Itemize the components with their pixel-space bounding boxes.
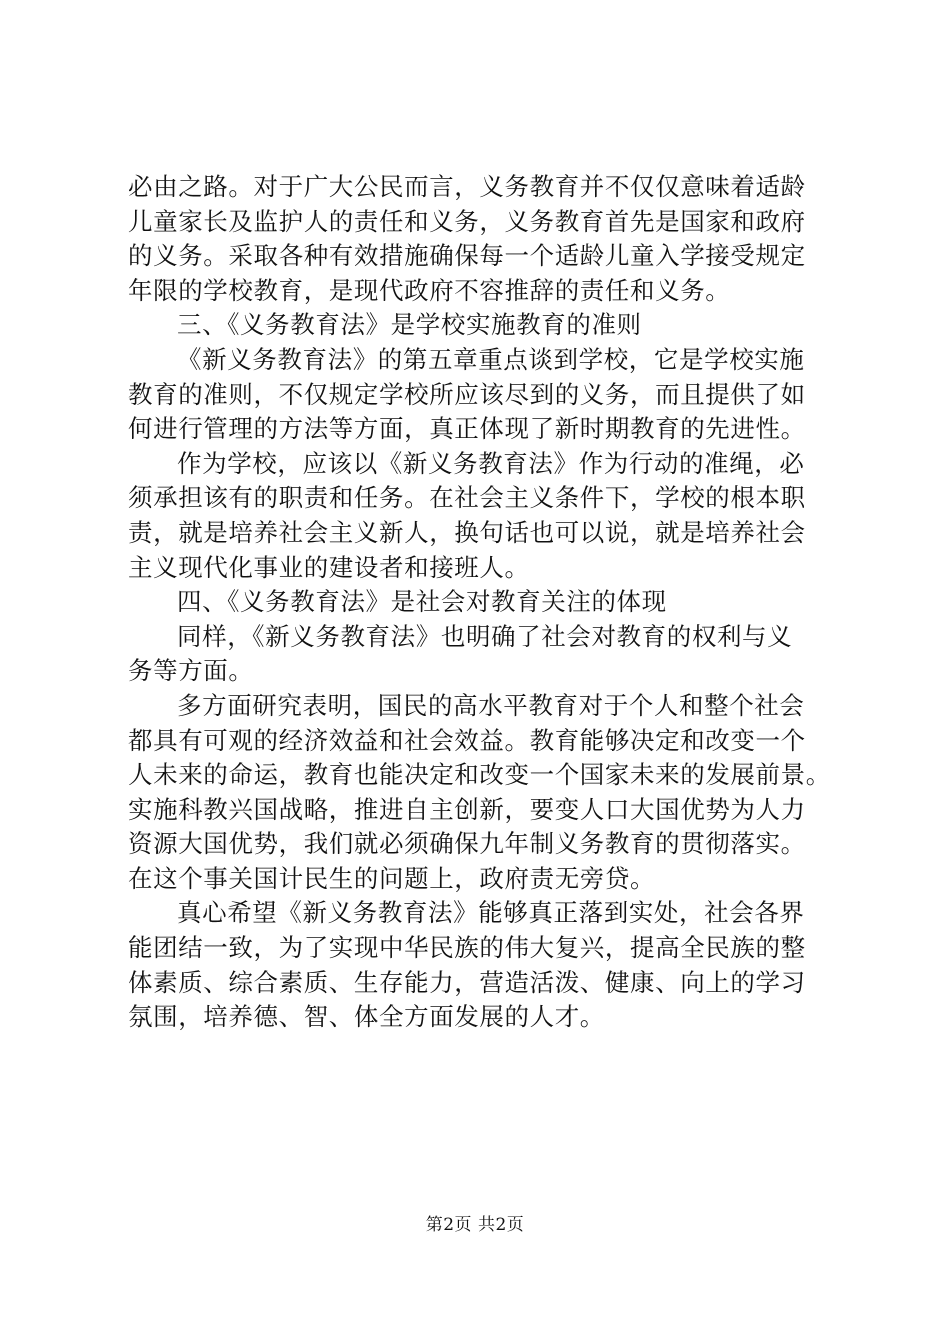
heading-line: 三、《义务教育法》是学校实施教育的准则: [177, 310, 642, 340]
paragraph: [128, 896, 830, 1034]
text-line: 何进行管理的方法等方面，真正体现了新时期教育的先进性。: [128, 414, 806, 444]
text-line: 同样，《新义务教育法》也明确了社会对教育的权利与义: [177, 621, 793, 651]
paragraph: [128, 689, 830, 897]
text-line: 务等方面。: [128, 656, 254, 686]
page-footer: [0, 1214, 950, 1236]
text-line: 实施科教兴国战略，推进自主创新，要变人口大国优势为人力: [128, 794, 806, 824]
paragraph: [128, 447, 830, 585]
text-line: 的义务。采取各种有效措施确保每一个适龄儿童入学接受规定: [128, 241, 806, 271]
text-line: 作为学校，应该以《新义务教育法》作为行动的准绳，必: [177, 448, 805, 478]
text-line: 在这个事关国计民生的问题上，政府责无旁贷。: [128, 863, 656, 893]
text-line: 教育的准则，不仅规定学校所应该尽到的义务，而且提供了如: [128, 379, 806, 409]
text-line: 年限的学校教育，是现代政府不容推辞的责任和义务。: [128, 275, 731, 305]
text-line: 体素质、综合素质、生存能力，营造活泼、健康、向上的学习: [128, 967, 806, 997]
text-line: 资源大国优势，我们就必须确保九年制义务教育的贯彻落实。: [128, 829, 806, 859]
text-line: 都具有可观的经济效益和社会效益。教育能够决定和改变一个: [128, 725, 806, 755]
text-line: 必由之路。对于广大公民而言，义务教育并不仅仅意味着适龄: [128, 172, 806, 201]
text-line: 多方面研究表明，国民的高水平教育对于个人和整个社会: [177, 690, 805, 720]
heading-line: 四、《义务教育法》是社会对教育关注的体现: [177, 587, 667, 617]
text-line: 氛围，培养德、智、体全方面发展的人才。: [128, 1002, 605, 1032]
text-line: 人未来的命运，教育也能决定和改变一个国家未来的发展前景。: [128, 760, 831, 790]
section-heading-4: [128, 585, 830, 620]
document-body: [128, 170, 830, 1035]
text-line: 须承担该有的职责和任务。在社会主义条件下，学校的根本职: [128, 483, 806, 513]
text-line: 儿童家长及监护人的责任和义务，义务教育首先是国家和政府: [128, 206, 806, 236]
text-line: 《新义务教育法》的第五章重点谈到学校，它是学校实施: [177, 344, 805, 374]
text-line: 责，就是培养社会主义新人，换句话也可以说，就是培养社会: [128, 517, 806, 547]
section-heading-3: [128, 308, 830, 343]
text-line: 真心希望《新义务教育法》能够真正落到实处，社会各界: [177, 898, 805, 928]
page-number: 第2页 共2页: [425, 1215, 525, 1235]
paragraph: [128, 620, 830, 689]
paragraph-continuation: [128, 170, 830, 308]
text-line: 能团结一致，为了实现中华民族的伟大复兴，提高全民族的整: [128, 933, 806, 963]
paragraph: [128, 343, 830, 447]
text-line: 主义现代化事业的建设者和接班人。: [128, 552, 530, 582]
